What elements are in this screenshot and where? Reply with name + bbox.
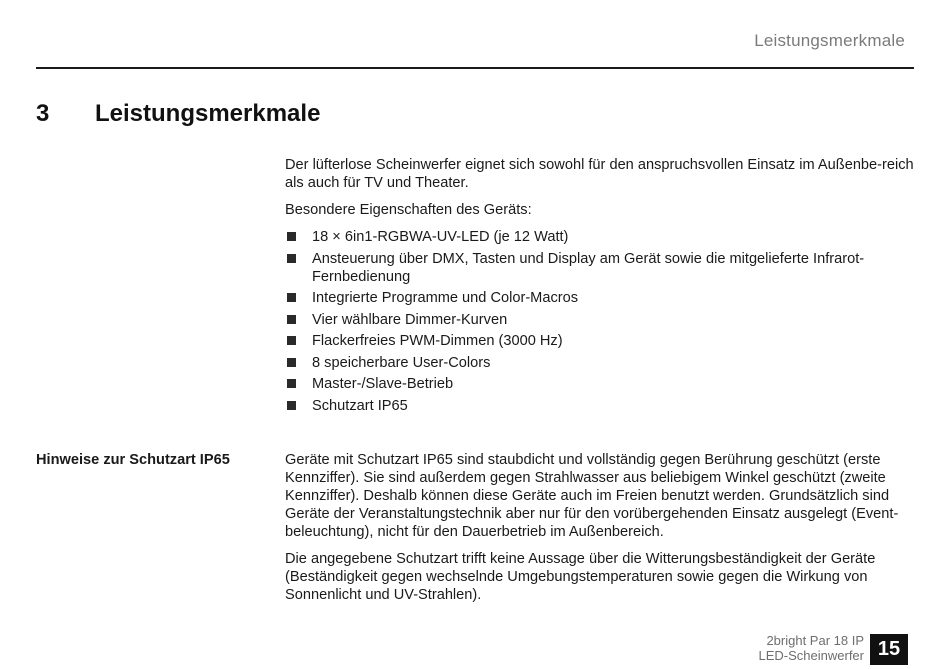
footer-product-line-2: LED-Scheinwerfer bbox=[758, 648, 864, 663]
list-item: Flackerfreies PWM-Dimmen (3000 Hz) bbox=[285, 332, 915, 350]
bullet-square-icon bbox=[287, 358, 296, 367]
header-divider bbox=[36, 67, 914, 69]
list-item: Vier wählbare Dimmer-Kurven bbox=[285, 311, 915, 329]
list-item: 8 speicherbare User-Colors bbox=[285, 354, 915, 372]
intro-section bbox=[285, 156, 915, 418]
footer-product-name bbox=[759, 633, 865, 663]
bullet-square-icon bbox=[287, 401, 296, 410]
bullet-square-icon bbox=[287, 293, 296, 302]
chapter-number: 3 bbox=[36, 100, 50, 127]
list-item: Schutzart IP65 bbox=[285, 397, 915, 415]
ip65-paragraph-1: Geräte mit Schutzart IP65 sind staubdicht und vollständig gegen Berührung geschützt (erste Kennziffer). Sie sind außerdem gegen Strahlwasser aus beliebigem Winkel geschützt (zweite Kennziffer). Deshalb können diese Geräte auch im Freien benutzt werden. Grundsätzlich sind Geräte der Veranstaltungstechnik aber nur für den vorübergehenden Einsatz ausgelegt (Event-beleuchtung), nicht für den Dauerbetrieb im Außenbereich. bbox=[285, 452, 899, 540]
footer-product-line-1: 2bright Par 18 IP bbox=[766, 633, 864, 648]
bullet-square-icon bbox=[287, 336, 296, 345]
page-number: 15 bbox=[870, 634, 908, 665]
list-item: Integrierte Programme und Color-Macros bbox=[285, 289, 915, 307]
running-header: Leistungsmerkmale bbox=[754, 31, 905, 50]
list-item: Ansteuerung über DMX, Tasten und Display am Gerät sowie die mitgelieferte Infrarot-Fernbedienung bbox=[285, 250, 915, 286]
bullet-square-icon bbox=[287, 254, 296, 263]
feature-list bbox=[285, 228, 915, 415]
bullet-square-icon bbox=[287, 379, 296, 388]
chapter-heading bbox=[36, 100, 320, 128]
chapter-title: Leistungsmerkmale bbox=[95, 100, 321, 127]
ip65-side-heading: Hinweise zur Schutzart IP65 bbox=[36, 452, 230, 468]
list-item: 18 × 6in1-RGBWA-UV-LED (je 12 Watt) bbox=[285, 228, 915, 246]
intro-paragraph: Der lüfterlose Scheinwerfer eignet sich sowohl für den anspruchsvollen Einsatz im Außenbe-reich als auch für TV und Theater. bbox=[285, 157, 914, 191]
ip65-paragraph-2: Die angegebene Schutzart trifft keine Aussage über die Witterungsbeständigkeit der Geräte (Beständigkeit gegen wechselnde Umgebungstemperaturen sowie gegen die Wirkung von Sonnenlicht und UV-Strahlen). bbox=[285, 551, 876, 603]
bullet-square-icon bbox=[287, 232, 296, 241]
list-item: Master-/Slave-Betrieb bbox=[285, 375, 915, 393]
bullet-square-icon bbox=[287, 315, 296, 324]
ip65-section bbox=[285, 451, 915, 613]
features-lead: Besondere Eigenschaften des Geräts: bbox=[285, 202, 532, 218]
